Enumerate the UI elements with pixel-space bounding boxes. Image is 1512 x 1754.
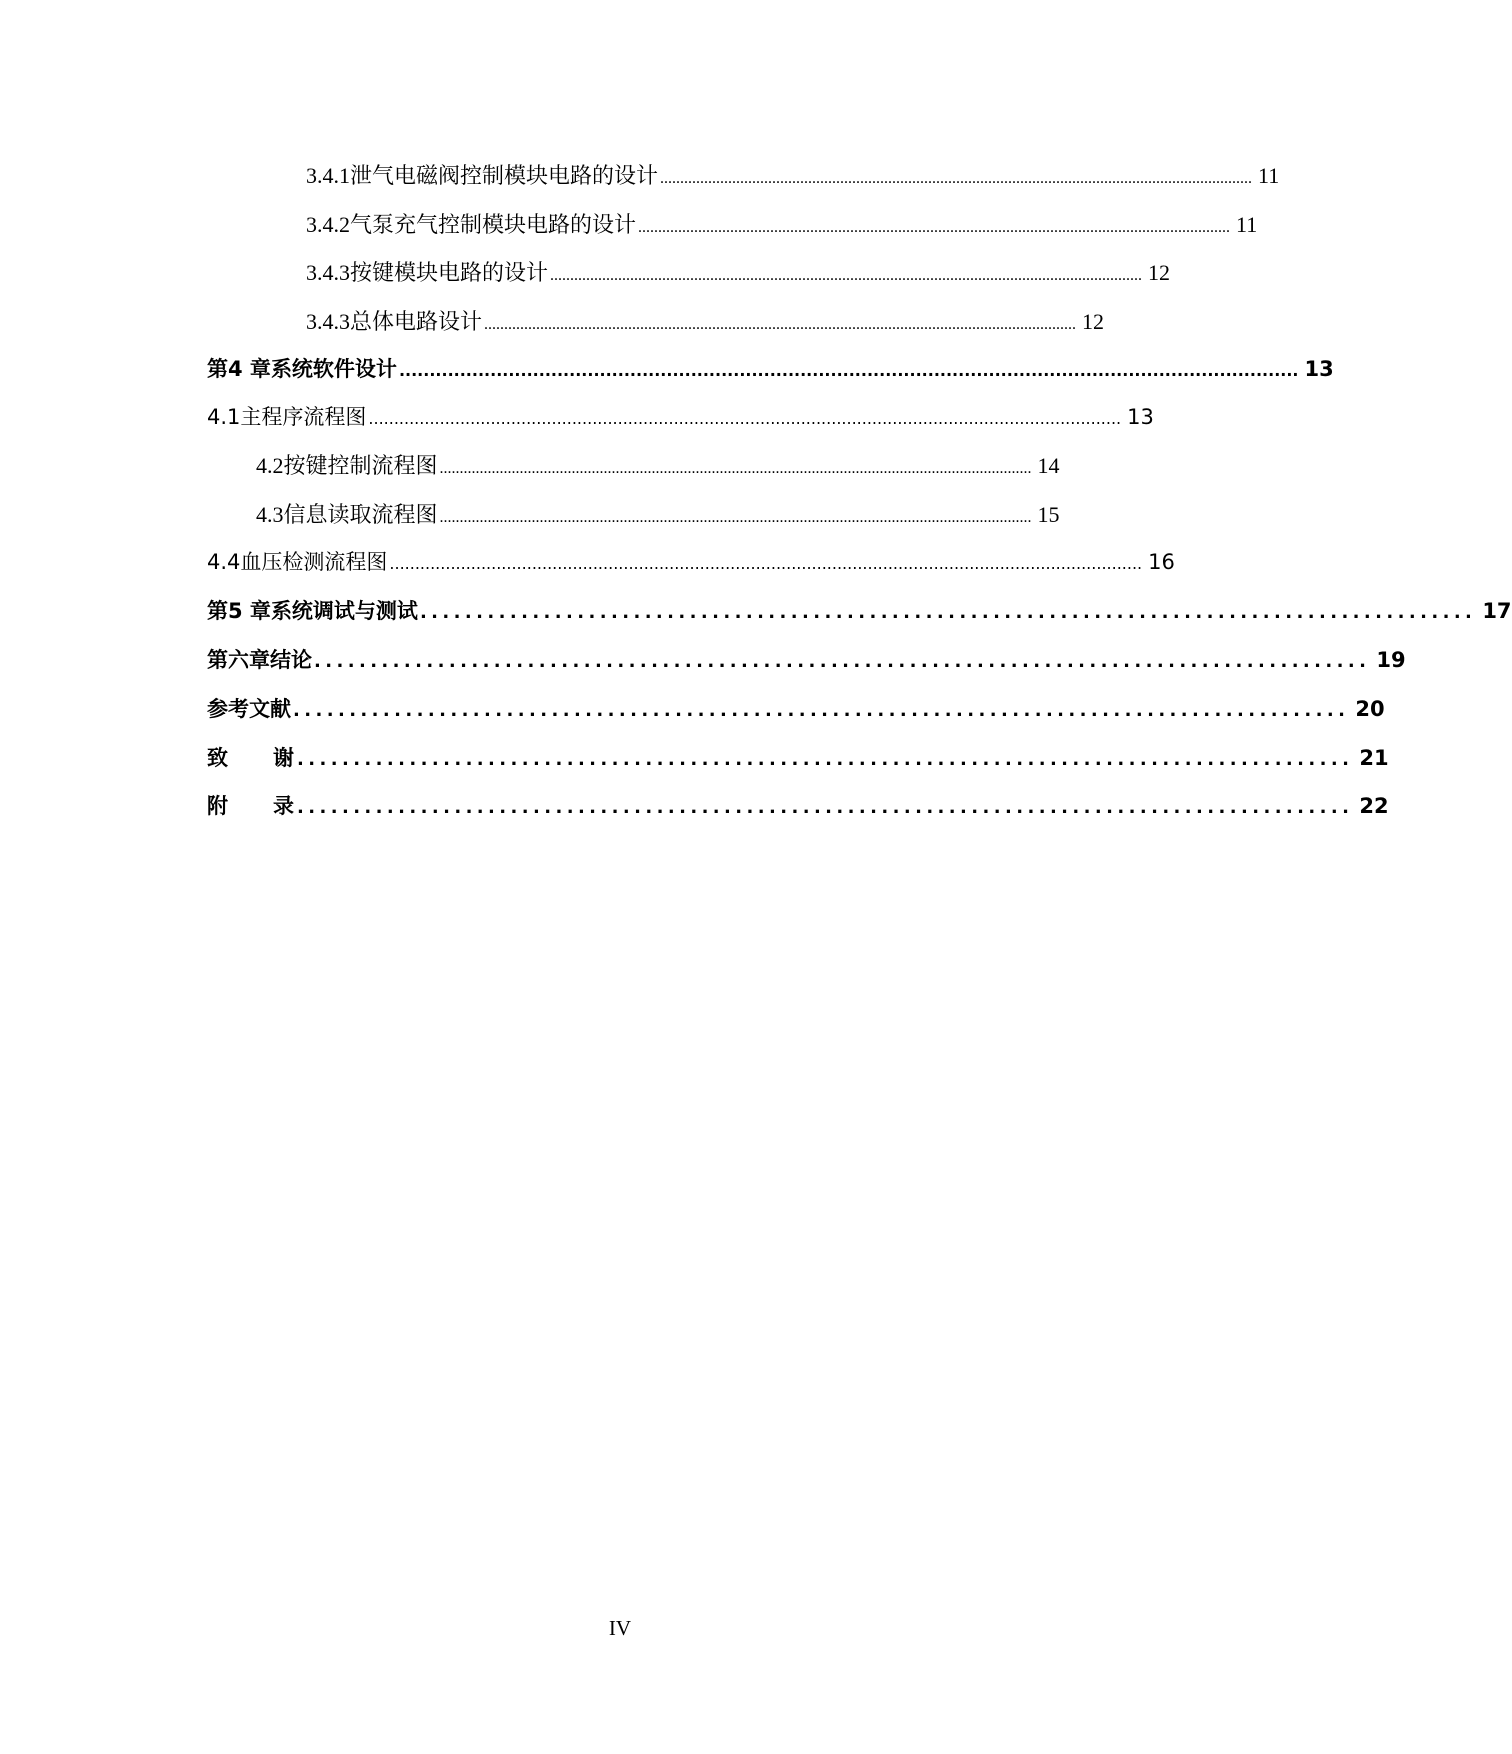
- toc-entry-page: 11: [1258, 163, 1280, 188]
- toc-entry-title: 致 谢: [207, 746, 295, 770]
- toc-entry[interactable]: [207, 547, 1175, 577]
- toc-entry[interactable]: [256, 451, 1058, 481]
- toc-entry-number: 3.4.1: [306, 163, 350, 188]
- toc-chapter-entry[interactable]: [207, 354, 1334, 384]
- toc-entry-title: 结论: [270, 648, 312, 672]
- toc-entry[interactable]: [207, 402, 1154, 432]
- toc-dot-leader: ....................................................................................................................................................: [368, 409, 1122, 428]
- toc-entry-page: 20: [1355, 697, 1385, 721]
- toc-dot-leader: ..............................................................................................: [293, 700, 1350, 721]
- toc-entry-number: 第5 章: [207, 599, 271, 623]
- toc-entry-page: 13: [1304, 357, 1334, 381]
- toc-dot-leader: ....................................................................................................................................................: [660, 170, 1253, 187]
- toc-entry-title: 血压检测流程图: [240, 550, 388, 574]
- toc-entry-page: 11: [1236, 212, 1258, 237]
- toc-entry-number: 第六章: [207, 648, 270, 672]
- toc-entry[interactable]: [306, 258, 1171, 288]
- toc-entry-page: 13: [1127, 405, 1154, 429]
- toc-dot-leader: ....................................................................................................................................................: [439, 460, 1032, 477]
- toc-entry-number: 3.4.3: [306, 260, 350, 285]
- page-number: IV: [608, 1616, 632, 1640]
- toc-entry-page: 12: [1148, 260, 1171, 285]
- toc-chapter-entry[interactable]: [207, 596, 1512, 626]
- toc-entry[interactable]: [306, 210, 1258, 240]
- toc-entry-title: 按键控制流程图: [283, 453, 438, 478]
- toc-dot-leader: ..............................................................................................: [419, 602, 1477, 623]
- toc-entry-page: 21: [1359, 746, 1389, 770]
- toc-entry-title: 主程序流程图: [240, 405, 367, 429]
- toc-entry-title: 附 录: [207, 794, 295, 818]
- toc-chapter-entry[interactable]: [207, 694, 1385, 724]
- toc-entry-page: 15: [1037, 502, 1060, 527]
- toc-chapter-entry[interactable]: [207, 645, 1406, 675]
- toc-chapter-entry[interactable]: [207, 743, 1389, 773]
- toc-entry-number: 4.4: [207, 550, 241, 574]
- toc-entry-number: 第4 章: [207, 357, 271, 381]
- toc-entry-title: 气泵充气控制模块电路的设计: [350, 212, 637, 237]
- toc-dot-leader: ....................................................................................................................................................: [398, 361, 1299, 380]
- toc-entry-number: 4.1: [207, 405, 241, 429]
- toc-entry[interactable]: [256, 500, 1058, 530]
- toc-entry-title: 泄气电磁阀控制模块电路的设计: [350, 163, 659, 188]
- toc-entry-title: 信息读取流程图: [283, 502, 438, 527]
- toc-entry-page: 19: [1376, 648, 1406, 672]
- toc-entry[interactable]: [306, 161, 1280, 191]
- toc-entry-number: 4.3: [256, 502, 284, 527]
- toc-entry-page: 14: [1037, 453, 1060, 478]
- toc-entry-number: 3.4.3: [306, 309, 350, 334]
- toc-entry-page: 12: [1082, 309, 1105, 334]
- toc-entry-title: 按键模块电路的设计: [350, 260, 549, 285]
- toc-entry-page: 17: [1482, 599, 1512, 623]
- toc-entry-title: 系统软件设计: [270, 357, 397, 381]
- toc-entry-number: 3.4.2: [306, 212, 350, 237]
- toc-dot-leader: ....................................................................................................................................................: [484, 316, 1077, 333]
- toc-entry-title: 总体电路设计: [350, 309, 483, 334]
- toc-dot-leader: ..............................................................................................: [297, 749, 1354, 770]
- toc-entry-page: 16: [1148, 550, 1175, 574]
- toc-dot-leader: ..............................................................................................: [314, 651, 1371, 672]
- toc-entry-number: 4.2: [256, 453, 284, 478]
- toc-entry-title: 参考文献: [207, 697, 291, 721]
- toc-dot-leader: ....................................................................................................................................................: [389, 554, 1143, 573]
- toc-entry-page: 22: [1359, 794, 1389, 818]
- toc-entry[interactable]: [306, 307, 1105, 337]
- toc-chapter-entry[interactable]: [207, 791, 1389, 821]
- toc-dot-leader: ....................................................................................................................................................: [550, 267, 1143, 284]
- toc-dot-leader: ..............................................................................................: [297, 797, 1354, 818]
- toc-dot-leader: ....................................................................................................................................................: [439, 509, 1032, 526]
- toc-entry-title: 系统调试与测试: [270, 599, 418, 623]
- toc-dot-leader: ....................................................................................................................................................: [638, 219, 1231, 236]
